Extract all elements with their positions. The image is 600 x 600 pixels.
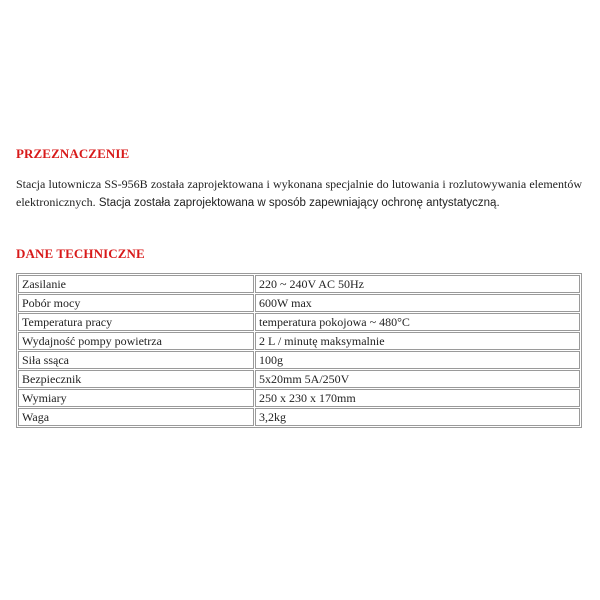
- spec-label: Pobór mocy: [18, 294, 254, 312]
- spec-value: temperatura pokojowa ~ 480°C: [255, 313, 580, 331]
- spec-value: 100g: [255, 351, 580, 369]
- spec-row-operating-temperature: [18, 313, 580, 331]
- spec-label: Zasilanie: [18, 275, 254, 293]
- purpose-paragraph: [16, 175, 582, 212]
- spec-label: Temperatura pracy: [18, 313, 254, 331]
- spec-label: Bezpiecznik: [18, 370, 254, 388]
- spec-value: 250 x 230 x 170mm: [255, 389, 580, 407]
- spec-label: Wymiary: [18, 389, 254, 407]
- spec-row-dimensions: [18, 389, 580, 407]
- purpose-heading: PRZEZNACZENIE: [16, 146, 130, 161]
- spec-row-air-pump: [18, 332, 580, 350]
- spec-label: Waga: [18, 408, 254, 426]
- spec-row-fuse: [18, 370, 580, 388]
- spec-value: 2 L / minutę maksymalnie: [255, 332, 580, 350]
- specs-table: [16, 273, 582, 428]
- spec-row-power-consumption: [18, 294, 580, 312]
- spec-row-weight: [18, 408, 580, 426]
- spec-value: 5x20mm 5A/250V: [255, 370, 580, 388]
- spec-value: 3,2kg: [255, 408, 580, 426]
- purpose-text-main: Stacja lutownicza SS-956B została zaprojektowana i wykonana specjalnie do lutowania i rozlutowywania elementów elektronicznych.: [16, 177, 582, 209]
- spec-label: Siła ssąca: [18, 351, 254, 369]
- spec-value: 220 ~ 240V AC 50Hz: [255, 275, 580, 293]
- spec-row-power-supply: [18, 275, 580, 293]
- spec-label: Wydajność pompy powietrza: [18, 332, 254, 350]
- specs-heading: DANE TECHNICZNE: [16, 246, 145, 261]
- spec-row-suction: [18, 351, 580, 369]
- purpose-text-tail: Stacja została zaprojektowana w sposób zapewniający ochronę antystatyczną.: [95, 197, 500, 209]
- spec-value: 600W max: [255, 294, 580, 312]
